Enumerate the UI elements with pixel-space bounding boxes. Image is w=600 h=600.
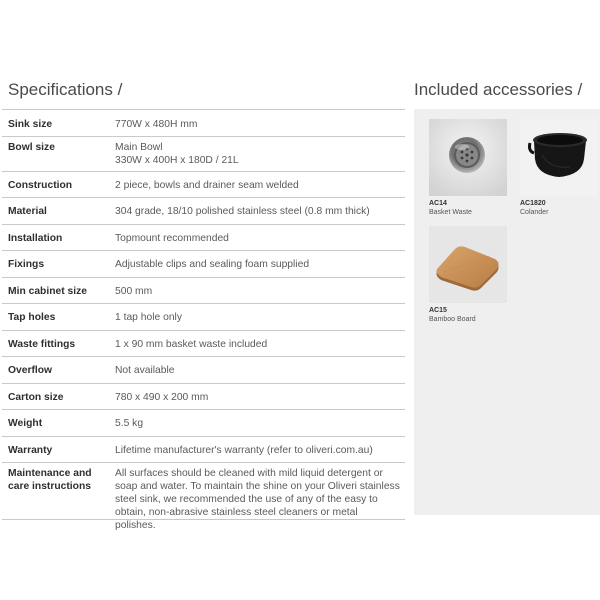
spec-label: Material (8, 206, 47, 217)
accessory-card-basket-waste[interactable] (429, 119, 507, 217)
spec-row-material (2, 197, 405, 224)
spec-value: 304 grade, 18/10 polished stainless steel (0.8 mm thick) (115, 206, 370, 217)
accessory-name: Colander (520, 209, 549, 216)
specifications-table (2, 109, 405, 531)
spec-value: 780 x 490 x 200 mm (115, 392, 209, 403)
colander-image (520, 119, 598, 196)
spec-label: Warranty (8, 445, 53, 456)
basket-waste-image (429, 119, 507, 196)
spec-label: Weight (8, 418, 43, 429)
spec-row-waste-fittings (2, 330, 405, 356)
spec-label: Sink size (8, 119, 53, 130)
spec-value: Not available (115, 365, 175, 376)
spec-label: Construction (8, 180, 73, 191)
bamboo-board-image (429, 226, 507, 303)
spec-row-fixings (2, 250, 405, 277)
spec-label: Waste fittings (8, 339, 76, 350)
accessory-name: Bamboo Board (429, 316, 476, 323)
spec-value: Topmount recommended (115, 233, 229, 244)
spec-row-installation (2, 224, 405, 250)
accessory-code: AC1820 (520, 200, 546, 207)
spec-value: 500 mm (115, 286, 153, 297)
spec-row-carton-size (2, 383, 405, 409)
specifications-section (2, 78, 405, 531)
accessory-card-colander[interactable] (520, 119, 598, 217)
specifications-heading: Specifications / (8, 80, 123, 99)
accessories-panel (414, 109, 600, 515)
spec-row-construction (2, 171, 405, 197)
spec-label: Bowl size (8, 142, 55, 153)
spec-value: 5.5 kg (115, 418, 144, 429)
spec-label: Tap holes (8, 312, 56, 323)
accessories-section (414, 78, 600, 323)
accessory-name: Basket Waste (429, 209, 472, 216)
spec-row-tap-holes (2, 303, 405, 330)
spec-label: Overflow (8, 365, 53, 376)
spec-value: 1 x 90 mm basket waste included (115, 339, 268, 350)
accessories-heading: Included accessories / (414, 80, 583, 99)
spec-label: Min cabinet size (8, 286, 87, 297)
spec-row-bowl-size (2, 136, 405, 171)
spec-label: Fixings (8, 259, 45, 270)
spec-value: 770W x 480H mm (115, 119, 198, 130)
spec-value: Main Bowl 330W x 400H x 180D / 21L (115, 142, 239, 166)
spec-label: Carton size (8, 392, 64, 403)
spec-value: Adjustable clips and sealing foam supplied (115, 259, 310, 270)
spec-row-overflow (2, 356, 405, 383)
spec-label: Installation (8, 233, 63, 244)
spec-value: 1 tap hole only (115, 312, 182, 323)
spec-value: All surfaces should be cleaned with mild liquid detergent or soap and water. To maintain the shine on your Oliveri stainless steel sink, we recommended the use of any of the easy to obtain, non-abrasive stainless steel cleaners or metal polishes. (115, 468, 400, 531)
spec-row-min-cabinet-size (2, 277, 405, 303)
spec-row-maintenance (2, 462, 405, 531)
spec-label: Maintenance and care instructions (8, 468, 92, 492)
accessory-code: AC14 (429, 200, 447, 207)
spec-value: 2 piece, bowls and drainer seam welded (115, 180, 299, 191)
accessory-card-bamboo-board[interactable] (429, 226, 507, 324)
spec-row-warranty (2, 436, 405, 462)
spec-row-weight (2, 409, 405, 436)
accessory-code: AC15 (429, 307, 447, 314)
spec-row-sink-size (2, 109, 405, 136)
spec-value: Lifetime manufacturer's warranty (refer to oliveri.com.au) (115, 445, 373, 456)
